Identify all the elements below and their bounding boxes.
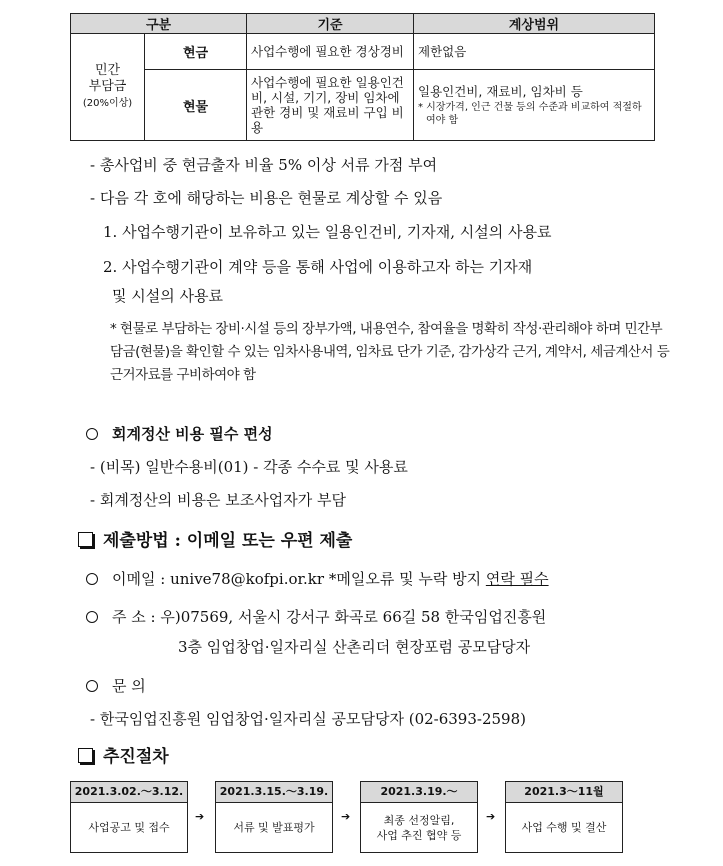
step-desc-line: 사업공고 및 접수	[88, 821, 170, 834]
table-header: 기준	[247, 14, 414, 34]
note-dash-1: - 총사업비 중 현금출자 비율 5% 이상 서류 가점 부여	[90, 156, 438, 174]
circle-bullet-icon	[86, 611, 98, 623]
procedure-step	[215, 781, 333, 853]
range-note: * 시장가격, 인근 건물 등의 수준과 비교하여 적절하여야 함	[418, 101, 642, 126]
step-desc-line: 서류 및 발표평가	[233, 821, 315, 834]
group-label: 민간	[94, 62, 121, 78]
range-value: 제한없음	[418, 44, 467, 59]
circle-bullet-icon	[86, 680, 98, 692]
arrow-right-icon: ➔	[341, 810, 351, 823]
email-address[interactable]: unive78@kofpi.or.kr	[170, 570, 325, 588]
accounting-line-2: - 회계정산의 비용은 보조사업자가 부담	[90, 491, 346, 509]
inquiry-heading	[86, 675, 146, 696]
star-note-text: * 현물로 부담하는 장비·시설 등의 장부가액, 내용연수, 참여율을 명확히 작성·관리해야 하며 민간부담금(현물)을 확인할 수 있는 임차사용내역, 임차료 단가 기준, 감가상각 근거, 계약서, 세금계산서 등 근거자료를 구비하여야 함	[110, 321, 670, 383]
accounting-title: 회계정산 비용 필수 편성	[112, 425, 273, 443]
email-emphasis: 연락 필수	[485, 570, 549, 588]
note-item-2-line-2: 및 시설의 사용료	[112, 287, 223, 305]
step-desc-line: 사업 수행 및 결산	[521, 821, 607, 834]
email-label: 이메일 :	[112, 570, 166, 588]
procedure-heading	[78, 742, 169, 767]
address-label: 주 소 :	[112, 608, 156, 626]
step-desc	[361, 803, 477, 852]
procedure-step	[70, 781, 188, 853]
checkbox-square-icon	[78, 532, 93, 547]
step-date: 2021.3.15.～3.19.	[216, 782, 332, 803]
cost-table	[70, 13, 655, 141]
group-cell	[71, 34, 145, 141]
address-value: 우)07569, 서울시 강서구 화곡로 66길 58 한국임업진흥원	[160, 608, 547, 626]
step-desc-line: 최종 선정알림,	[383, 813, 455, 827]
group-label: 부담금	[88, 78, 127, 94]
inquiry-label: 문 의	[112, 677, 146, 695]
address-line-2: 3층 임업창업·일자리실 산촌리더 현장포럼 공모담당자	[178, 638, 531, 656]
accounting-line-1: - (비목) 일반수용비(01) - 각종 수수료 및 사용료	[90, 458, 408, 476]
step-date: 2021.3.19.～	[361, 782, 477, 803]
step-desc	[71, 803, 187, 852]
note-item-2-line-1: 2. 사업수행기관이 계약 등을 통해 사업에 이용하고자 하는 기자재	[103, 258, 533, 276]
basis-cell: 사업수행에 필요한 경상경비	[247, 34, 414, 70]
table-row	[71, 70, 655, 141]
basis-cell: 사업수행에 필요한 일용인건비, 시설, 기기, 장비 임차에 관한 경비 및 재료비 구입 비용	[247, 70, 414, 141]
procedure-title: 추진절차	[103, 747, 169, 767]
accounting-heading	[86, 423, 273, 444]
table-row	[71, 34, 655, 70]
submission-title: 제출방법 : 이메일 또는 우편 제출	[103, 531, 353, 551]
circle-bullet-icon	[86, 573, 98, 585]
inquiry-line: - 한국임업진흥원 임업창업·일자리실 공모담당자 (02-6393-2598)	[90, 710, 526, 728]
kind-cell: 현물	[145, 70, 247, 141]
kind-cell: 현금	[145, 34, 247, 70]
step-date: 2021.3.02.～3.12.	[71, 782, 187, 803]
circle-bullet-icon	[86, 428, 98, 440]
submission-heading	[78, 526, 352, 551]
table-header-row	[71, 14, 655, 34]
address-line-1	[86, 606, 546, 627]
note-dash-2: - 다음 각 호에 해당하는 비용은 현물로 계상할 수 있음	[90, 189, 443, 207]
procedure-step	[505, 781, 623, 853]
range-cell	[414, 70, 655, 141]
arrow-right-icon: ➔	[486, 810, 496, 823]
step-date: 2021.3～11월	[506, 782, 622, 803]
table-header: 계상범위	[414, 14, 655, 34]
step-desc	[216, 803, 332, 852]
step-desc	[506, 803, 622, 852]
range-cell	[414, 34, 655, 70]
star-note	[110, 318, 670, 387]
step-desc-line: 사업 추진 협약 등	[376, 828, 462, 842]
note-item-1: 1. 사업수행기관이 보유하고 있는 일용인건비, 기자재, 시설의 사용료	[103, 223, 552, 241]
group-label-note: (20%이상)	[82, 97, 133, 109]
email-line	[86, 568, 549, 589]
checkbox-square-icon	[78, 748, 93, 763]
range-value: 일용인건비, 재료비, 임차비 등	[418, 83, 583, 99]
arrow-right-icon: ➔	[195, 810, 205, 823]
table-header: 구분	[71, 14, 247, 34]
email-note: *메일오류 및 누락 방지	[328, 570, 482, 588]
procedure-step	[360, 781, 478, 853]
